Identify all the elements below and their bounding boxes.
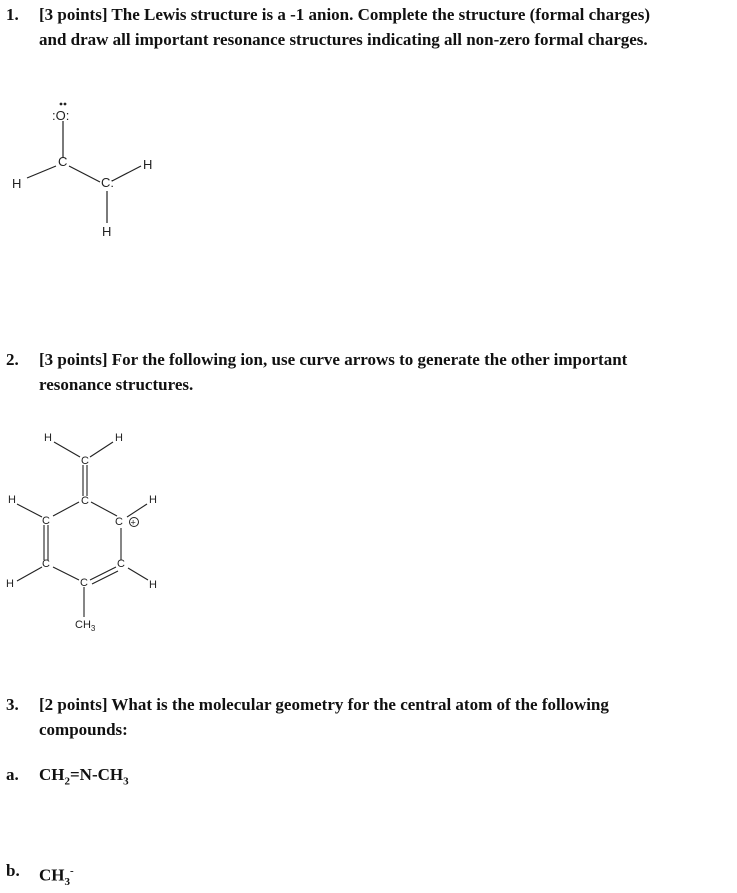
- question-number: 3.: [6, 695, 19, 714]
- question-text-line2: resonance structures.: [39, 375, 194, 394]
- subquestion-letter: b.: [6, 861, 20, 880]
- subquestion-letter: a.: [6, 765, 19, 784]
- question-text-line2: and draw all important resonance structures indicating all non-zero formal charges.: [39, 30, 648, 49]
- atom-carbon: C: [81, 455, 89, 467]
- question-3: [6, 692, 731, 742]
- atom-carbon: C: [58, 154, 68, 169]
- atom-carbon-cation: C: [115, 516, 123, 528]
- atom-carbon: C: [81, 495, 89, 507]
- atom-hydrogen: H: [149, 494, 157, 506]
- atom-hydrogen: H: [143, 157, 153, 172]
- atom-hydrogen: H: [44, 432, 52, 444]
- positive-charge: +: [130, 517, 136, 528]
- atom-oxygen: :O:: [52, 108, 70, 123]
- atom-hydrogen: H: [115, 432, 123, 444]
- atom-carbon: C: [80, 577, 88, 589]
- formula-a: $CH_2=N-CH_3$: [39, 765, 129, 788]
- question-text-line1: [3 points] For the following ion, use curve arrows to generate the other important: [39, 350, 628, 369]
- lewis-structure-anion: [0, 90, 737, 340]
- question-text-line1: [2 points] What is the molecular geometry for the central atom of the following: [39, 695, 609, 714]
- subquestion-a: [6, 764, 306, 788]
- atom-hydrogen: H: [149, 579, 157, 591]
- subquestion-b: [6, 860, 306, 889]
- question-1: [6, 2, 731, 52]
- question-2: [6, 347, 731, 397]
- question-text-line2: compounds:: [39, 720, 128, 739]
- atom-carbon: C: [42, 515, 50, 527]
- atom-hydrogen: H: [8, 494, 16, 506]
- question-number: 1.: [6, 5, 19, 24]
- atom-hydrogen: H: [102, 224, 112, 239]
- atom-carbon-anion: C:: [101, 175, 114, 190]
- atom-carbon: C: [42, 558, 50, 570]
- question-number: 2.: [6, 350, 19, 369]
- atom-carbon: C: [117, 558, 125, 570]
- question-text-line1: [3 points] The Lewis structure is a -1 anion. Complete the structure (formal charges): [39, 5, 650, 24]
- formula-b: $CH_3^-$: [39, 865, 74, 889]
- atom-hydrogen: H: [6, 578, 14, 590]
- methyl-group: $CH_3$: [75, 619, 96, 633]
- cation-structure: [0, 420, 737, 640]
- atom-hydrogen: H: [12, 176, 22, 191]
